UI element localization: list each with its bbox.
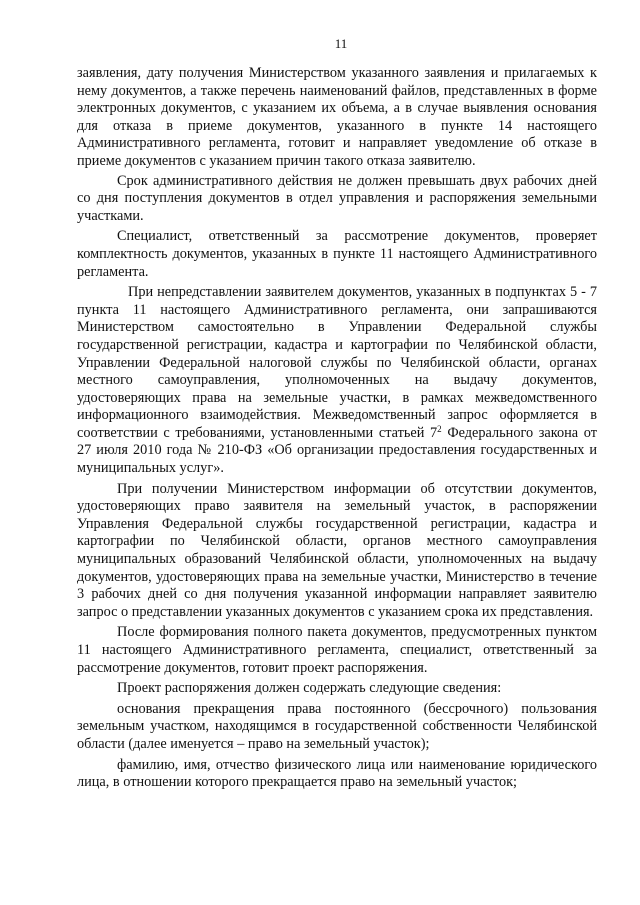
paragraph-3: Специалист, ответственный за рассмотрение документов, проверяет комплектность документов, указанных в пункте 11 настоящего Административного регламента. (77, 228, 597, 280)
paragraph-4-law-reference: Федерального закона от 27 июля 2010 года № 210-ФЗ «Об организации предоставления государственных и муниципальных услуг». (77, 424, 598, 477)
paragraph-5: При получении Министерством информации об отсутствии документов, удостоверяющих право заявителя на земельный участок, в распоряжении Управления Федеральной службы государственной регистрации, кадастра и картографии по Челябинской области, органов местного самоуправления муниципальных образований Челябинской области, уполномоченных на выдачу документов, удостоверяющих права на земельные участки, Министерство в течение 3 рабочих дней со дня получения указанной информации направляет заявителю запрос о представлении указанных документов с указанием срока их представления. (77, 480, 597, 620)
document-body (77, 65, 597, 792)
paragraph-4-main: При непредставлении заявителем документов, указанных в подпунктах 5 - 7 пункта 11 настоящего Административного регламента, они запрашиваются Министерством самостоятельно в Управлении Федеральной службы государственной регистрации, кадастра и картографии по Челябинской области, Управлении Федеральной налоговой службы по Челябинской области, органах местного самоуправления, уполномоченных на выдачу документов, удостоверяющих права на земельные участки, в рамках межведомственного информационного взаимодействия. Межведомственный запрос оформляется в соответствии с требованиями, установленными статьей 7 (77, 284, 597, 441)
paragraph-4 (77, 284, 597, 478)
paragraph-1: заявления, дату получения Министерством указанного заявления и прилагаемых к нему документов, а также перечень наименований файлов, представленных в форме электронных документов, с указанием их объема, а в случае выявления основания для отказа в приеме документов, указанного в пункте 14 настоящего Административного регламента, готовит и направляет уведомление об отказе в приеме документов с указанием причин такого отказа заявителю. (77, 65, 597, 169)
paragraph-9: фамилию, имя, отчество физического лица или наименование юридического лица, в отношении которого прекращается право на земельный участок; (77, 756, 597, 791)
paragraph-8: основания прекращения права постоянного (бессрочного) пользования земельным участком, находящимся в государственной собственности Челябинской области (далее именуется – право на земельный участок); (77, 700, 597, 752)
article-superscript: 2 (437, 423, 442, 434)
paragraph-6: После формирования полного пакета документов, предусмотренных пунктом 11 настоящего Административного регламента, специалист, ответственный за рассмотрение документов, готовит проект распоряжения. (77, 624, 597, 676)
page-number: 11 (334, 36, 348, 51)
paragraph-2: Срок административного действия не должен превышать двух рабочих дней со дня поступления документов в отдел управления и распоряжения земельными участками. (77, 172, 597, 224)
paragraph-7: Проект распоряжения должен содержать следующие сведения: (117, 680, 502, 697)
